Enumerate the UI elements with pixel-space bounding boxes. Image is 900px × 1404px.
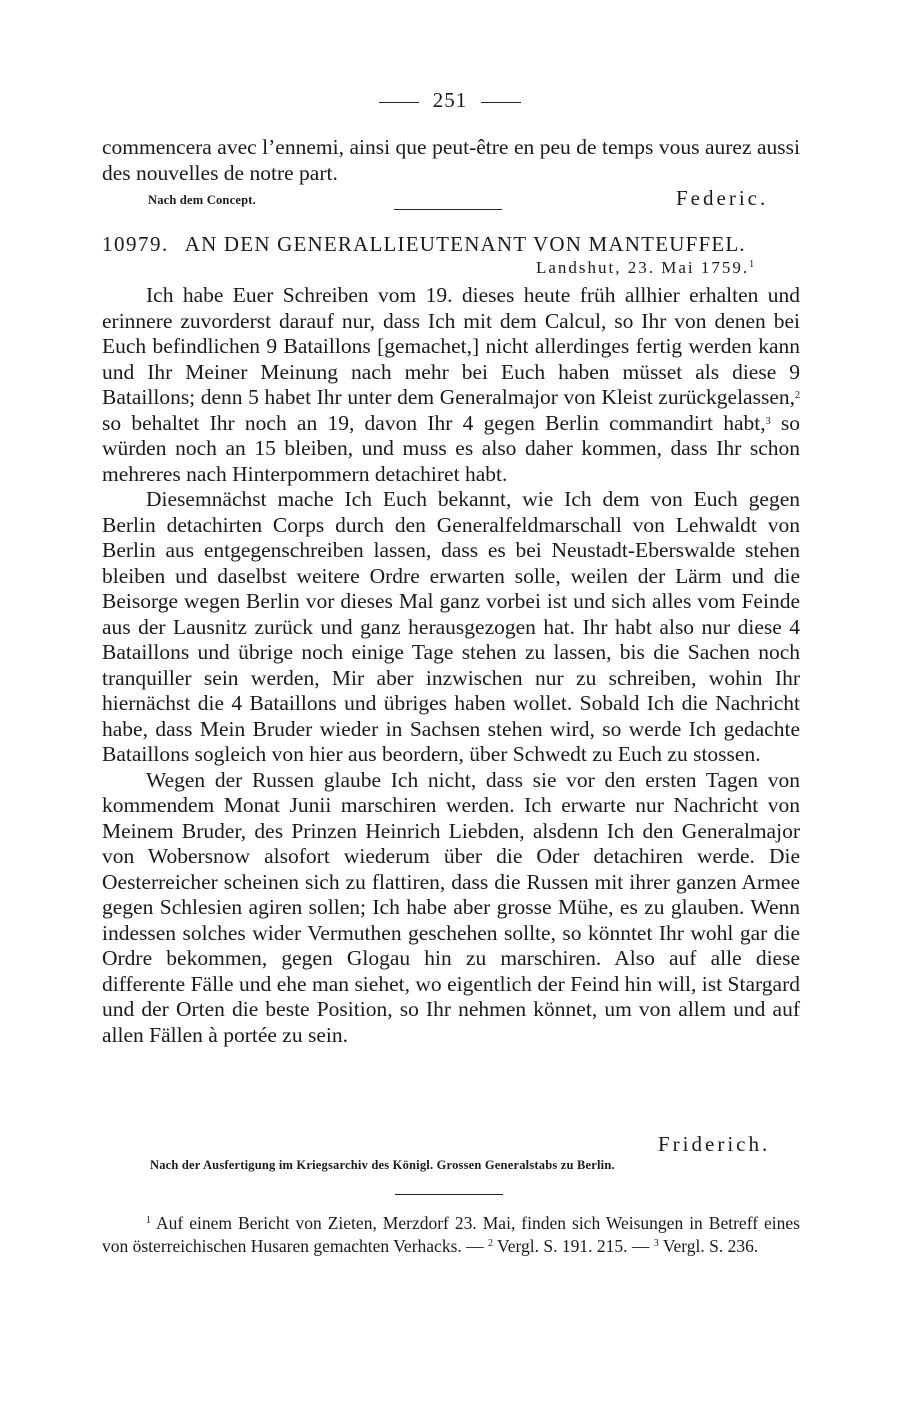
letter-number: 10979. <box>102 232 169 256</box>
letter-paragraph-2: Diesemnächst mache Ich Euch bekannt, wie Ich dem von Euch gegen Berlin detachirten Corps durch den Generalfeldmarschall von Lehwaldt von Berlin aus entgegenschreiben lassen, dass es bei Neustadt-Eberswalde stehen bleiben und daselbst weitere Ordre erwarten solle, weilen der Lärm und die Beisorge wegen Berlin vor dieses Mal ganz vorbei ist und sich alles vom Feinde aus der Lausnitz zurück und ganz herausgezogen hat. Ihr habt also nur diese 4 Bataillons und übrige noch einige Tage stehen zu lassen, bis die Sachen noch tranquiller sein werden, Mir aber inzwischen nur zu schreiben, wohin Ihr hiernächst die 4 Bataillons und übriges haben wollet. Sobald Ich die Nachricht habe, dass Mein Bruder wieder in Sachsen stehen wird, so werde Ich gedachte Bataillons sogleich von hier aus beordern, über Schwedt zu Euch zu stossen. <box>102 487 800 766</box>
previous-letter-signature: Federic. <box>676 186 769 210</box>
footnote-1-text: Auf einem Bericht von Zieten, Merzdorf 23. Mai, finden sich Weisungen in Betreff eines von österreichischen Husaren gemachten Verhacks. — <box>102 1213 800 1256</box>
paragraph-1-start: Ich habe Euer Schreiben vom 19. dieses heute früh allhier erhalten und erinnere zuvorderst darauf nur, dass Ich mit dem Calcul, so Ihr von denen bei Euch befindlichen 9 Bataillons [gemachet,] nicht allerdinges fertig werden kann und Ihr Meiner Meinung nach mehr bei Euch haben müsset als diese 9 Bataillons; denn 5 habet Ihr unter dem Generalmajor von Kleist zurückgelassen, <box>102 283 800 409</box>
separator-rule <box>394 209 502 210</box>
paragraph-1-middle: so behaltet Ihr noch an 19, davon Ihr 4 gegen Berlin commandirt habt, <box>102 410 766 435</box>
letter-signature: Friderich. <box>658 1132 771 1156</box>
footnote-text <box>102 1212 800 1258</box>
footnote-3-text: Vergl. S. 236. <box>658 1236 759 1256</box>
previous-letter-text: commencera avec l’ennemi, ainsi que peut-être en peu de temps vous aurez aussi des nouvelles de notre part. <box>102 135 800 185</box>
dateline-footnote-marker: 1 <box>749 259 757 270</box>
footnote-marker-2: 2 <box>795 390 800 401</box>
footnote-2-marker: 2 <box>488 1238 493 1249</box>
footnote-separator-rule <box>395 1194 503 1195</box>
letter-paragraph-1 <box>102 283 800 487</box>
page-number: 251 <box>432 88 468 112</box>
letter-addressee: AN DEN GENERALLIEUTENANT VON MANTEUFFEL. <box>184 232 746 256</box>
letter-paragraph-3: Wegen der Russen glaube Ich nicht, dass sie vor den ersten Tagen von kommendem Monat Junii marschiren werden. Ich erwarte nur Nachricht von Meinem Bruder, des Prinzen Heinrich Liebden, alsdenn Ich den Generalmajor von Wobersnow alsofort wiederum über die Oder detachiren werde. Die Oesterreicher scheinen sich zu flattiren, dass die Russen mit ihrer ganzen Armee gegen Schlesien agiren sollen; Ich habe aber grosse Mühe, es zu glauben. Wenn indessen solches wider Vermuthen geschehen sollte, so könntet Ihr wohl gar die Ordre bekommen, gegen Glogau hin zu marschiren. Also auf alle diese differente Fälle und ehe man siehet, wo eigentlich der Feind hin will, ist Stargard und der Orten die beste Position, so Ihr nehmen könnet, um von allem und auf allen Fällen à portée zu sein. <box>102 767 800 1047</box>
previous-letter-ending <box>102 135 800 186</box>
letter-heading <box>102 232 802 257</box>
page-header <box>0 88 900 113</box>
footnote-1-marker: 1 <box>146 1215 151 1226</box>
letter-body <box>102 283 800 1048</box>
letter-dateline <box>536 258 756 278</box>
footnotes <box>102 1212 800 1258</box>
previous-letter-source-note: Nach dem Concept. <box>148 193 256 207</box>
footnote-marker-3: 3 <box>765 415 771 427</box>
header-rule-left <box>379 102 419 103</box>
footnote-3-marker: 3 <box>653 1238 659 1249</box>
paragraph-1-end: so würden noch an 15 bleiben, und muss es also daher kommen, dass Ihr schon mehreres nach Hinterpommern detachiret habt. <box>102 410 800 486</box>
letter-source-note: Nach der Ausfertigung im Kriegsarchiv des Königl. Grossen Generalstabs zu Berlin. <box>150 1158 615 1172</box>
dateline-text: Landshut, 23. Mai 1759. <box>536 258 750 277</box>
header-rule-right <box>481 102 521 103</box>
footnote-2-text: Vergl. S. 191. 215. — <box>493 1236 654 1256</box>
